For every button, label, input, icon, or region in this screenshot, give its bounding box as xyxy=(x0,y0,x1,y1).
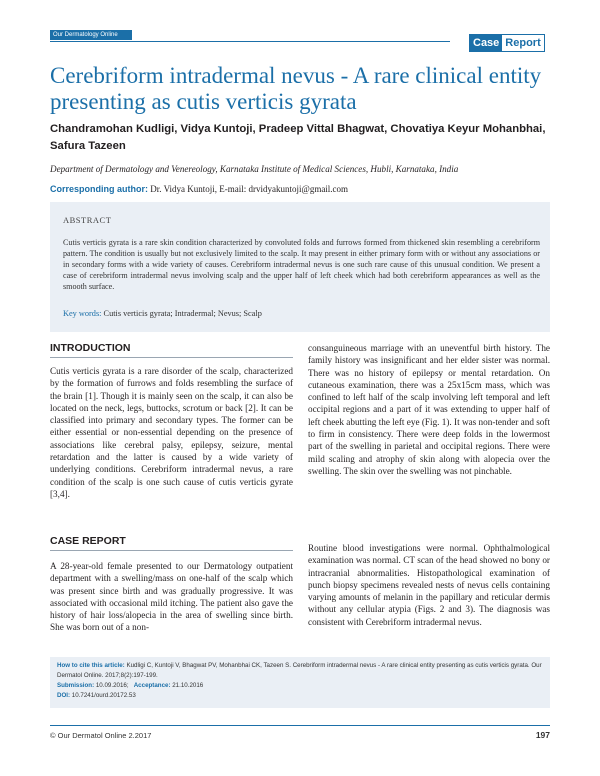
acceptance-label: Acceptance: xyxy=(133,682,171,689)
corresponding-text: Dr. Vidya Kuntoji, E-mail: drvidyakuntoji@gmail.com xyxy=(148,184,349,194)
article-type-part1: Case xyxy=(470,35,502,51)
keywords xyxy=(63,308,540,319)
footer-copyright: © Our Dermatol Online 2.2017 xyxy=(50,731,152,740)
keywords-text: Cutis verticis gyrata; Intradermal; Nevus; Scalp xyxy=(101,309,262,318)
citation xyxy=(57,661,545,701)
doi-line xyxy=(57,691,545,701)
introduction-text: Cutis verticis gyrata is a rare disorder of the scalp, characterized by the formation of furrows and folds resembling the surface of the brain [1]. Though it is mainly seen on the scalp, it can also be located on the neck, legs, buttocks, scrotum or back [2]. It can be classified into primary and secondary types. The former can be either essential or non-essential depending on the presence of associations like cerebral palsy, epilepsy, seizure, mental retardation and the latter is caused by a wide variety of underlying conditions. Cerebriform intradermal nevus, a rare condition of the scalp is one such cause of cutis verticis gyrate [3,4]. xyxy=(50,366,293,499)
introduction-rule xyxy=(50,357,293,358)
citation-text: Kudligi C, Kuntoji V, Bhagwat PV, Mohanbhai CK, Tazeen S. Cerebriform intradermal nevus - A rare clinical entity presenting as cutis verticis gyrata. Our Dermatol Online. 2017;8(2):197-199. xyxy=(57,662,542,679)
corresponding-label: Corresponding author: xyxy=(50,184,148,194)
article-title: Cerebriform intradermal nevus - A rare clinical entity presenting as cutis verticis gyrata xyxy=(50,63,542,114)
case-report-text-right-1: consanguineous marriage with an uneventful birth history. The family history was insignificant and her elder sister was normal. There was no history of epilepsy or mental retardation. On cutaneous examination, there was a 25x15cm mass, which was confined to left half of the scalp involving left temporal and left occipital regions and a part of it was extending to upper half of left cheek abutting the left eye (Fig. 1). It was non-tender and soft to firm in consistency. There were deep folds in the lowermost part of the swelling in parietal and occipital regions. There were mild scaling and atrophy of skin along with alopecia over the swelling. The skin over the swelling was not pinchable. xyxy=(308,343,550,476)
doi-label: DOI: xyxy=(57,692,71,699)
journal-tag: Our Dermatology Online xyxy=(50,30,132,40)
abstract-heading: ABSTRACT xyxy=(63,215,112,225)
acceptance-value: 21.10.2016 xyxy=(170,682,204,689)
article-type-part2: Report xyxy=(505,37,541,49)
case-report-text-left: A 28-year-old female presented to our Dermatology outpatient department with a swelling/mass on one-half of the scalp which was present since birth and was gradually progressive. It was associated with occasional mild itching. The patient also gave the history of hair loss/alopecia in the area of swelling since birth. She was born out of a non- xyxy=(50,561,293,633)
introduction-heading: INTRODUCTION xyxy=(50,342,131,354)
abstract-text: Cutis verticis gyrata is a rare skin condition characterized by convoluted folds and furrows formed from thickened skin resembling a cerebriform pattern. The condition is usually but not exclusively limited to the scalp. It may present in either primary form with or without any associations or in secondary forms with a wide variety of causes. Cerebriform intradermal nevus is one such rare cause of this unusual condition. We present a case of cerebriform intradermal nevus involving scalp and the upper half of left cheek which had both cerebriform appearances as well as the smooth surface. xyxy=(63,238,540,291)
affiliation: Department of Dermatology and Venereology, Karnataka Institute of Medical Sciences, Hubli, Karnataka, India xyxy=(50,164,459,174)
submission-label: Submission: xyxy=(57,682,95,689)
page-number: 197 xyxy=(535,730,550,740)
citation-label: How to cite this article: xyxy=(57,662,125,669)
keywords-label: Key words: xyxy=(63,309,102,318)
footer-rule xyxy=(50,725,550,726)
submission-value: 10.09.2016; xyxy=(94,682,129,689)
article-type-badge xyxy=(469,34,545,52)
case-report-rule xyxy=(50,550,293,551)
corresponding-author xyxy=(50,183,560,195)
case-report-heading: CASE REPORT xyxy=(50,535,126,547)
case-report-text-right-2: Routine blood investigations were normal. Ophthalmological examination was normal. CT scan of the head showed no bony or intracranial abnormalities. Histopathological examination of punch biopsy specimens revealed nests of nevus cells containing varying amounts of melanin in the papillary and reticular dermis without any cellular atypia (Figs. 2 and 3). The diagnosis was consistent with Cerebriform intradermal nevus. xyxy=(308,543,550,627)
authors: Chandramohan Kudligi, Vidya Kuntoji, Pradeep Vittal Bhagwat, Chovatiya Keyur Mohanbhai, Safura Tazeen xyxy=(50,123,546,152)
doi-value[interactable]: 10.7241/ourd.20172.53 xyxy=(70,692,136,699)
dates-line xyxy=(57,681,545,691)
citation-line xyxy=(57,661,545,681)
header-rule xyxy=(50,41,450,42)
